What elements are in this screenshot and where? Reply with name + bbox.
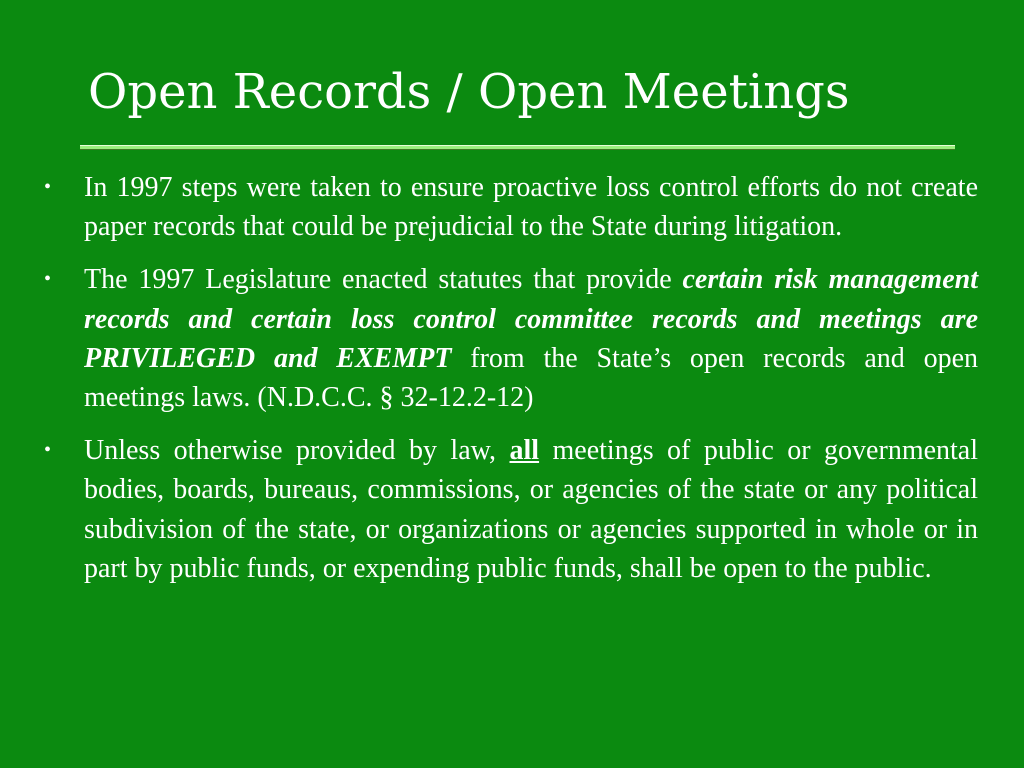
bullet-text: In 1997 steps were taken to ensure proactive loss control efforts do not create paper records that could be prejudicial to the State during litigation.: [84, 172, 978, 243]
bullet-text-after: from the State’s open records and open meetings laws. (N.D.C.C. § 32-12.2-12): [84, 342, 978, 414]
privileged-exempt-emphasis: certain risk management records and certain loss control committee records and meetings are PRIVILEGED and EXEMPT: [84, 264, 978, 374]
slide-title: Open Records / Open Meetings: [88, 64, 850, 120]
bullet-item-steps-1997: [44, 168, 978, 246]
bullet-list: [44, 168, 978, 602]
bullet-dot-icon: •: [44, 268, 52, 291]
bullet-text-before: Unless otherwise provided by law,: [84, 435, 510, 467]
bullet-text-before: The 1997 Legislature enacted statutes that provide: [84, 264, 683, 296]
title-divider: [80, 145, 955, 150]
bullet-dot-icon: •: [44, 439, 52, 462]
bullet-item-legislature: [44, 260, 978, 417]
bullet-item-open-meetings: [44, 431, 978, 588]
bullet-dot-icon: •: [44, 176, 52, 198]
bullet-text-after: meetings of public or governmental bodies, boards, bureaus, commissions, or agencies of the state or any political subdivision of the state, or organizations or agencies supported in whole or in part by public funds, or expending public funds, shall be open to the public.: [84, 435, 979, 584]
all-emphasis: all: [509, 435, 540, 467]
